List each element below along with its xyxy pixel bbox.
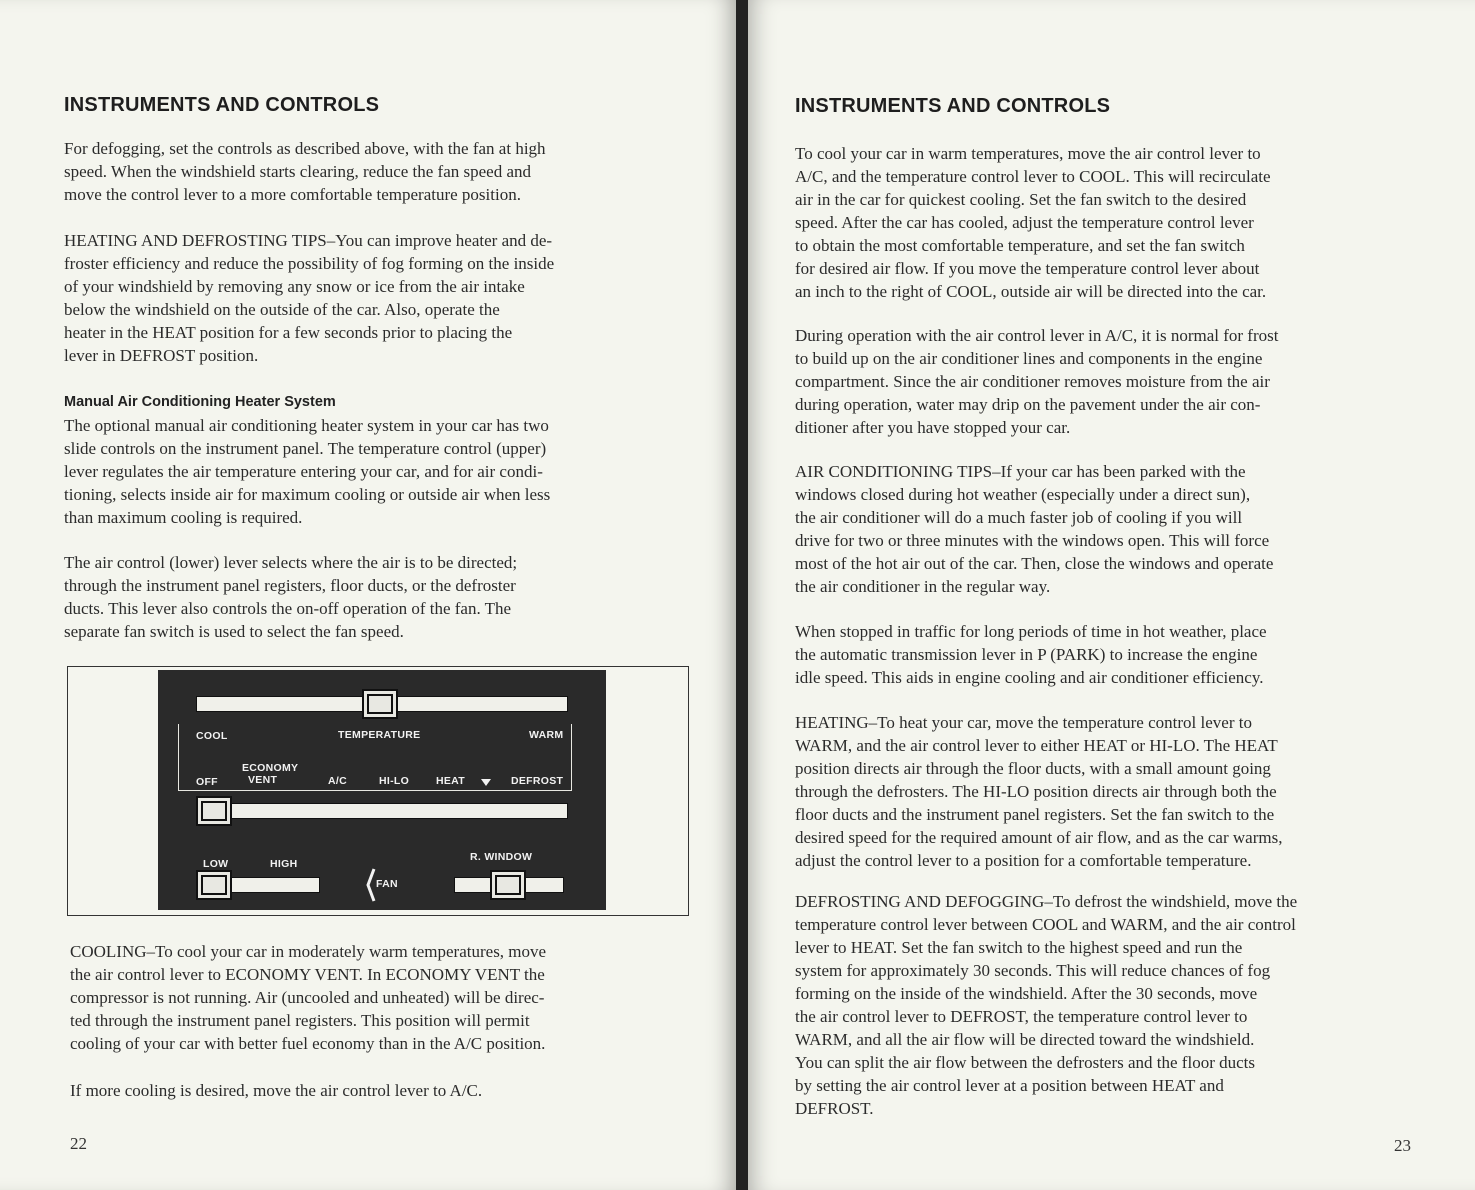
text-line: to build up on the air conditioner lines and components in the engine (795, 349, 1263, 368)
text-line: forming on the inside of the windshield. After the 30 seconds, move (795, 984, 1258, 1003)
hilo-label: HI-LO (379, 775, 410, 787)
text-line: COOLING–To cool your car in moderately warm temperatures, move (70, 942, 547, 961)
text-line: During operation with the air control lever in A/C, it is normal for frost (795, 326, 1279, 345)
arrow-down-icon (481, 779, 491, 786)
text-line: WARM, and the air control lever to either HEAT or HI-LO. The HEAT (795, 736, 1278, 755)
paragraph-more-cooling (70, 1079, 482, 1102)
temperature-slider-knob (362, 689, 398, 719)
text-line: froster efficiency and reduce the possibility of fog forming on the inside (64, 254, 555, 273)
air-control-slider-track (196, 803, 568, 819)
text-line: compartment. Since the air conditioner removes moisture from the air (795, 372, 1270, 391)
paragraph-frost (795, 324, 1278, 439)
text-line: temperature control lever between COOL and WARM, and the air control (795, 915, 1296, 934)
text-line: DEFROSTING AND DEFOGGING–To defrost the windshield, move the (795, 892, 1298, 911)
temperature-label: TEMPERATURE (338, 729, 421, 741)
ac-label: A/C (328, 775, 347, 787)
paragraph-cooling (70, 940, 546, 1055)
paragraph-defogging (64, 137, 546, 206)
text-line: idle speed. This aids in engine cooling and air conditioner efficiency. (795, 668, 1264, 687)
text-line: If more cooling is desired, move the air control lever to A/C. (70, 1081, 483, 1100)
economy-label: ECONOMY (242, 762, 299, 774)
text-line: an inch to the right of COOL, outside air will be directed into the car. (795, 282, 1267, 301)
text-line: position directs air through the floor ducts, with a small amount going (795, 759, 1271, 778)
paragraph-heating-tips (64, 229, 554, 367)
text-line: the air control lever to DEFROST, the temperature control lever to (795, 1007, 1248, 1026)
fan-speed-slider-knob (196, 870, 232, 900)
text-line: speed. When the windshield starts clearing, reduce the fan speed and (64, 162, 532, 181)
page-heading: INSTRUMENTS AND CONTROLS (64, 94, 380, 116)
paragraph-cool-car (795, 142, 1271, 303)
text-line: For defogging, set the controls as described above, with the fan at high (64, 139, 546, 158)
text-line: To cool your car in warm temperatures, move the air control lever to (795, 144, 1261, 163)
text-line: separate fan switch is used to select the fan speed. (64, 622, 404, 641)
vent-label: VENT (248, 774, 278, 786)
air-control-slider-knob (196, 796, 232, 826)
text-line: HEATING–To heat your car, move the temperature control lever to (795, 713, 1252, 732)
text-line: You can split the air flow between the defrosters and the floor ducts (795, 1053, 1255, 1072)
paragraph-air-control (64, 551, 517, 643)
text-line: by setting the air control lever at a position between HEAT and (795, 1076, 1224, 1095)
text-line: the air control lever to ECONOMY VENT. In ECONOMY VENT the (70, 965, 545, 984)
text-line: during operation, water may drip on the pavement under the air con- (795, 395, 1261, 414)
paragraph-heating (795, 711, 1282, 872)
text-line: tioning, selects inside air for maximum cooling or outside air when less (64, 485, 551, 504)
text-line: for desired air flow. If you move the temperature control lever about (795, 259, 1260, 278)
text-line: adjust the control lever to a position for a comfortable temperature. (795, 851, 1252, 870)
text-line: compressor is not running. Air (uncooled and unheated) will be direc- (70, 988, 545, 1007)
text-line: DEFROST. (795, 1099, 874, 1118)
text-line: drive for two or three minutes with the windows open. This will force (795, 531, 1270, 550)
page-heading: INSTRUMENTS AND CONTROLS (795, 95, 1111, 117)
text-line: slide controls on the instrument panel. The temperature control (upper) (64, 439, 547, 458)
page-number: 22 (70, 1134, 87, 1153)
text-line: desired speed for the required amount of air flow, and as the car warms, (795, 828, 1283, 847)
rear-window-switch-knob (490, 870, 526, 900)
text-line: the automatic transmission lever in P (PARK) to increase the engine (795, 645, 1258, 664)
text-line: floor ducts and the instrument panel registers. Set the fan switch to the (795, 805, 1275, 824)
text-line: windows closed during hot weather (especially under a direct sun), (795, 485, 1251, 504)
text-line: ted through the instrument panel registers. This position will permit (70, 1011, 530, 1030)
off-label: OFF (196, 776, 218, 788)
text-line: through the defrosters. The HI-LO position directs air through both the (795, 782, 1277, 801)
text-line: speed. After the car has cooled, adjust the temperature control lever (795, 213, 1254, 232)
text-line: system for approximately 30 seconds. This will reduce chances of fog (795, 961, 1271, 980)
book-spine (736, 0, 748, 1190)
text-line: The optional manual air conditioning heater system in your car has two (64, 416, 549, 435)
heat-label: HEAT (436, 775, 466, 787)
text-line: to obtain the most comfortable temperature, and set the fan switch (795, 236, 1245, 255)
text-line: than maximum cooling is required. (64, 508, 303, 527)
text-line: The air control (lower) lever selects where the air is to be directed; (64, 553, 518, 572)
text-line: ditioner after you have stopped your car. (795, 418, 1071, 437)
text-line: When stopped in traffic for long periods of time in hot weather, place (795, 622, 1267, 641)
paragraph-defrosting (795, 890, 1297, 1120)
text-line: the air conditioner will do a much faster job of cooling if you will (795, 508, 1243, 527)
defrost-label: DEFROST (511, 775, 564, 787)
paragraph-ac-tips (795, 460, 1273, 598)
text-line: ducts. This lever also controls the on-off operation of the fan. The (64, 599, 512, 618)
section-subheading: Manual Air Conditioning Heater System (64, 394, 336, 410)
text-line: lever in DEFROST position. (64, 346, 259, 365)
text-line: move the control lever to a more comfortable temperature position. (64, 185, 521, 204)
text-line: of your windshield by removing any snow or ice from the air intake (64, 277, 525, 296)
page-number: 23 (1394, 1136, 1411, 1155)
text-line: through the instrument panel registers, floor ducts, or the defroster (64, 576, 516, 595)
cool-label: COOL (196, 730, 228, 742)
low-label: LOW (203, 858, 229, 870)
text-line: lever to HEAT. Set the fan switch to the highest speed and run the (795, 938, 1243, 957)
left-page (0, 0, 736, 1190)
text-line: the air conditioner in the regular way. (795, 577, 1051, 596)
text-line: HEATING AND DEFROSTING TIPS–You can improve heater and de- (64, 231, 553, 250)
right-page (748, 0, 1475, 1190)
high-label: HIGH (270, 858, 298, 870)
text-line: heater in the HEAT position for a few seconds prior to placing the (64, 323, 513, 342)
text-line: lever regulates the air temperature entering your car, and for air condi- (64, 462, 543, 481)
warm-label: WARM (529, 729, 564, 741)
fan-label: FAN (376, 878, 398, 890)
text-line: most of the hot air out of the car. Then, close the windows and operate (795, 554, 1274, 573)
text-line: air in the car for quickest cooling. Set the fan switch to the desired (795, 190, 1247, 209)
text-line: A/C, and the temperature control lever to COOL. This will recirculate (795, 167, 1271, 186)
text-line: below the windshield on the outside of the car. Also, operate the (64, 300, 500, 319)
paragraph-traffic (795, 620, 1267, 689)
text-line: AIR CONDITIONING TIPS–If your car has been parked with the (795, 462, 1246, 481)
paragraph-system-description (64, 414, 550, 529)
text-line: WARM, and all the air flow will be directed toward the windshield. (795, 1030, 1255, 1049)
text-line: cooling of your car with better fuel economy than in the A/C position. (70, 1034, 546, 1053)
rear-window-label: R. WINDOW (470, 851, 533, 863)
